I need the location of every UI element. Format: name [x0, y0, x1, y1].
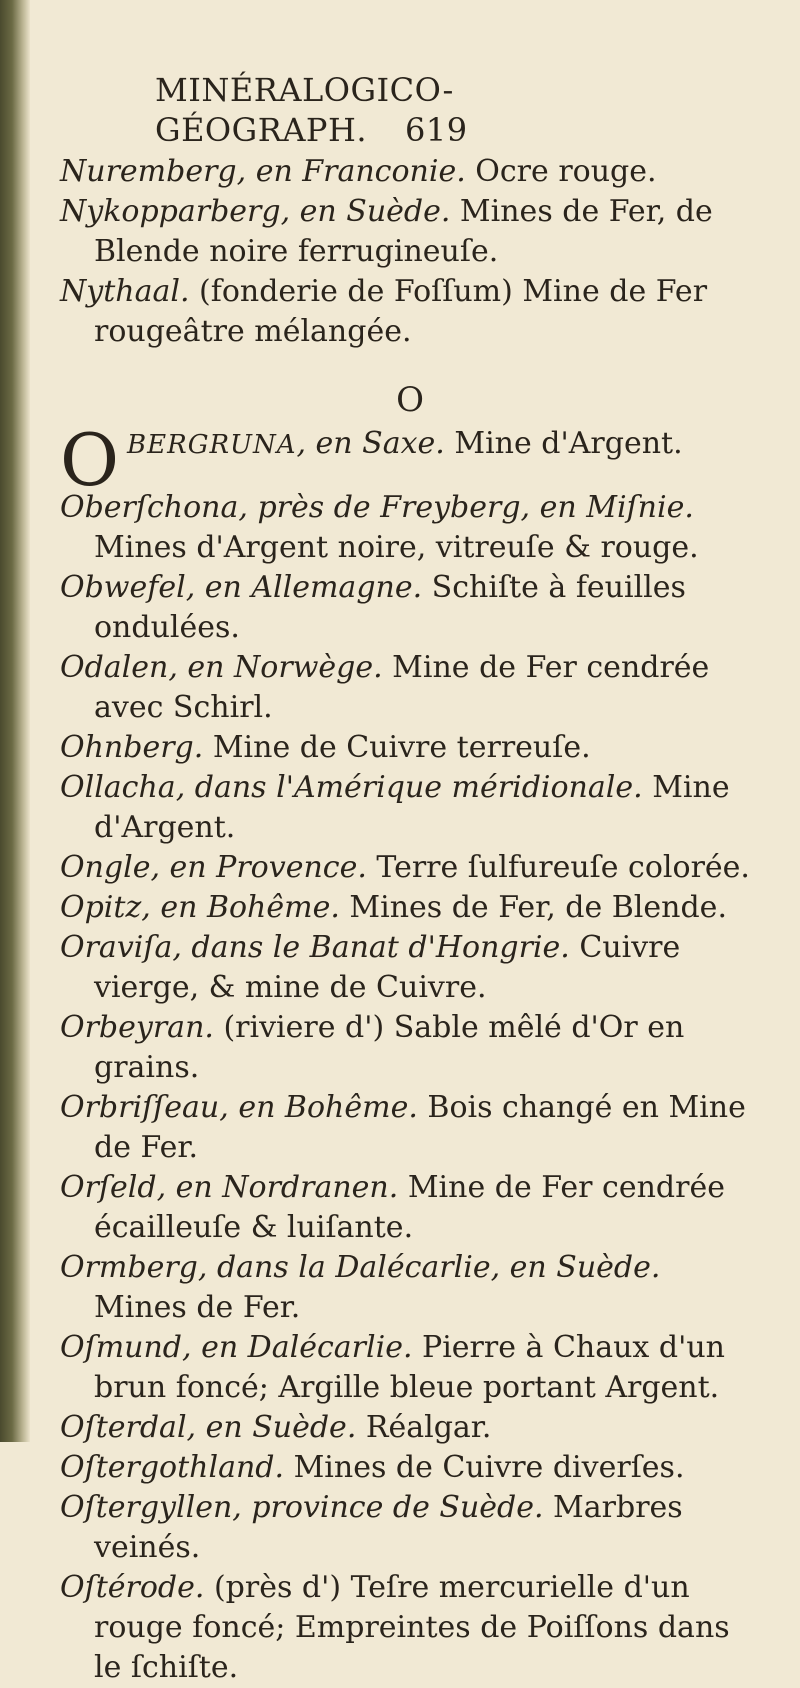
- entry: [60, 272, 760, 352]
- entry-description: Pierre à Chaux d'un brun foncé; Argille bleue portant Argent.: [94, 1330, 725, 1405]
- place-location: , en Suède.: [186, 1410, 357, 1445]
- place-name: Oſtergyllen: [60, 1490, 233, 1525]
- place-name: Oſtergothland.: [60, 1450, 285, 1485]
- entry-description: Cuivre vierge, & mine de Cuivre.: [94, 930, 681, 1005]
- entry: [60, 1088, 760, 1168]
- entry: [60, 488, 760, 568]
- entry: [60, 928, 760, 1008]
- place-name: Ormberg: [60, 1250, 198, 1285]
- place-name: Orſeld: [60, 1170, 157, 1205]
- place-location: , en Suède.: [280, 194, 451, 229]
- place-name: Ollacha: [60, 770, 176, 805]
- entry: [60, 768, 760, 848]
- entry-description: Réalgar.: [356, 1410, 492, 1445]
- entry-description: Mine de Fer cendrée écailleuſe & luiſante.: [94, 1170, 725, 1245]
- entry-description: Ocre rouge.: [465, 154, 657, 189]
- place-name: Ohnberg.: [60, 730, 204, 765]
- place-name: Orbriſſeau: [60, 1090, 220, 1125]
- place-location: , en Bohême.: [141, 890, 340, 925]
- drop-cap: O: [60, 418, 120, 502]
- place-location: , dans la Dalécarlie, en Suède.: [197, 1250, 661, 1285]
- entry: [60, 1408, 760, 1448]
- place-name: Orbeyran.: [60, 1010, 214, 1045]
- place-location: , province de Suède.: [232, 1490, 544, 1525]
- place-name: Odalen: [60, 650, 169, 685]
- running-title: MINÉRALOGICO-GÉOGRAPH.: [155, 71, 454, 149]
- entry: [60, 1328, 760, 1408]
- entry: [60, 1568, 760, 1688]
- entry: [60, 888, 760, 928]
- place-location: , dans l'Amérique méridionale.: [175, 770, 643, 805]
- place-location: , dans le Banat d'Hongrie.: [172, 930, 570, 965]
- entry-description: (près d') Teſre mercurielle d'un rouge foncé; Empreintes de Poiſſons dans le ſchiſte.: [94, 1570, 730, 1685]
- entry-description: Mine de Cuivre terreuſe.: [203, 730, 591, 765]
- place-name: Oraviſa: [60, 930, 173, 965]
- entry-description: Terre ſulfureuſe colorée.: [366, 850, 750, 885]
- entry-description: Mines de Cuivre diverſes.: [284, 1450, 685, 1485]
- entry-description: Mine d'Argent.: [444, 426, 683, 461]
- entry-description: (riviere d') Sable mêlé d'Or en grains.: [94, 1010, 685, 1085]
- entry: [60, 648, 760, 728]
- place-name: Nuremberg: [60, 154, 237, 189]
- page-number: 619: [405, 111, 468, 149]
- entry: [60, 1248, 760, 1328]
- entry-description: Mines d'Argent noire, vitreuſe & rouge.: [94, 530, 699, 565]
- entry: [60, 568, 760, 648]
- entry: [60, 192, 760, 272]
- entry: [60, 848, 760, 888]
- entry-first: [60, 418, 760, 502]
- place-location: , en Provence.: [150, 850, 367, 885]
- entry-description: Marbres veinés.: [94, 1490, 683, 1565]
- entry-description: Mines de Fer, de Blende.: [339, 890, 727, 925]
- entry-description: Mine de Fer cendrée avec Schirl.: [94, 650, 710, 725]
- entry: [60, 1008, 760, 1088]
- place-location: , en Allemagne.: [185, 570, 423, 605]
- entry: [60, 1168, 760, 1248]
- place-name: Oſtérode.: [60, 1570, 205, 1605]
- entry: [60, 152, 760, 192]
- book-gutter-shadow: [0, 0, 30, 1442]
- entry-description: (fonderie de Foſſum) Mine de Fer rougeâtre mélangée.: [94, 274, 708, 349]
- place-name: Nykopparberg: [60, 194, 281, 229]
- section-heading: O: [396, 380, 424, 420]
- running-header: [60, 70, 760, 150]
- entry: [60, 728, 760, 768]
- place-name: BERGRUNA: [127, 430, 297, 460]
- place-name: Nythaal.: [60, 274, 190, 309]
- place-location: , en Franconie.: [236, 154, 466, 189]
- place-name: Oberſchona: [60, 490, 239, 525]
- place-name: Opitz: [60, 890, 142, 925]
- entry: [60, 1448, 760, 1488]
- place-name: Ongle: [60, 850, 151, 885]
- place-location: , en Nordranen.: [156, 1170, 399, 1205]
- place-location: , en Bohême.: [219, 1090, 418, 1125]
- place-name: Obwefel: [60, 570, 186, 605]
- entry-description: Mine d'Argent.: [94, 770, 730, 845]
- place-location: , près de Freyberg, en Miſnie.: [238, 490, 694, 525]
- page-body: [60, 70, 760, 1688]
- place-location: , en Norwège.: [168, 650, 383, 685]
- place-location: , en Saxe.: [296, 426, 445, 461]
- entry-description: Mines de Fer.: [94, 1290, 301, 1325]
- entry: [60, 1488, 760, 1568]
- place-name: Oſterdal: [60, 1410, 187, 1445]
- entry-description: Schiſte à feuilles ondulées.: [94, 570, 686, 645]
- entry-description: Bois changé en Mine de Fer.: [94, 1090, 746, 1165]
- place-name: Oſmund: [60, 1330, 182, 1365]
- place-location: , en Dalécarlie.: [182, 1330, 413, 1365]
- entry-description: Mines de Fer, de Blende noire ferrugineuſe.: [94, 194, 713, 269]
